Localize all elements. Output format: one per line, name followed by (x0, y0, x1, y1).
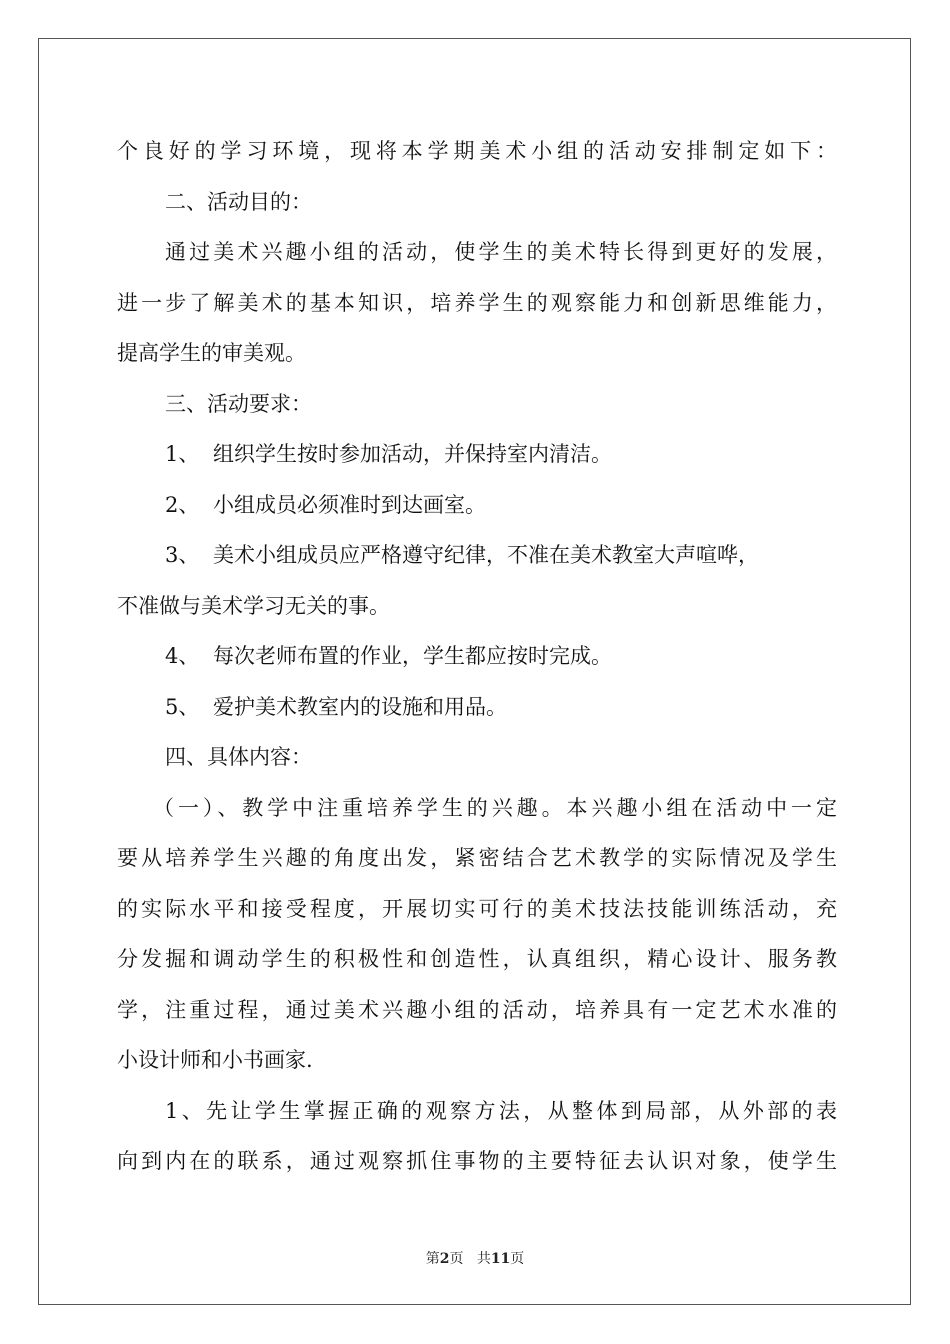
paragraph-line: 不准做与美术学习无关的事。 (117, 593, 390, 618)
list-number: 3、 (165, 543, 200, 567)
list-item-text: 美术小组成员应严格遵守纪律，不准在美术教室大声喧哗， (213, 543, 759, 567)
list-item (117, 530, 837, 581)
paragraph-line: 个良好的学习环境，现将本学期美术小组的活动安排制定如下： (117, 139, 837, 163)
footer-prefix: 第 (425, 1251, 440, 1267)
footer-total-pages: 11 (490, 1251, 511, 1267)
footer-page-number: 2 (439, 1251, 450, 1267)
paragraph-line: 小设计师和小书画家. (117, 1048, 313, 1072)
list-number: 5、 (165, 694, 200, 719)
section-heading-content: 四、具体内容： (165, 745, 312, 769)
paragraph-line: 要从培养学生兴趣的角度出发，紧密结合艺术教学的实际情况及学生 (117, 846, 837, 870)
paragraph-line: 通过美术兴趣小组的活动，使学生的美术特长得到更好的发展， (165, 240, 837, 264)
list-item (117, 682, 837, 733)
paragraph-line: 的实际水平和接受程度，开展切实可行的美术技法技能训练活动，充 (117, 896, 837, 921)
list-item-text: 爱护美术教室内的设施和用品。 (213, 694, 507, 719)
list-item (117, 480, 837, 531)
footer-page-unit: 页 (449, 1251, 464, 1267)
list-item (117, 631, 837, 682)
list-number: 2、 (165, 492, 200, 517)
list-item (117, 429, 837, 480)
list-number: 1、 (165, 442, 200, 466)
page-footer (0, 1248, 950, 1268)
paragraph-line: 进一步了解美术的基本知识，培养学生的观察能力和创新思维能力， (117, 290, 837, 315)
list-item-text: 组织学生按时参加活动，并保持室内清洁。 (213, 442, 612, 466)
paragraph-line: 学，注重过程，通过美术兴趣小组的活动，培养具有一定艺术水准的 (117, 997, 837, 1022)
footer-total-unit: 页 (510, 1251, 525, 1267)
footer-total-prefix: 共 (476, 1251, 491, 1267)
paragraph-line: 提高学生的审美观。 (117, 341, 306, 365)
list-item-text: 小组成员必须准时到达画室。 (213, 492, 486, 517)
list-number: 4、 (165, 644, 200, 668)
section-heading-requirements: 三、活动要求： (165, 391, 312, 416)
document-body (117, 126, 837, 1187)
paragraph-line: 1、先让学生掌握正确的观察方法，从整体到局部，从外部的表 (165, 1098, 837, 1123)
list-item-text: 每次老师布置的作业，学生都应按时完成。 (213, 644, 612, 668)
paragraph-line: 分发掘和调动学生的积极性和创造性，认真组织，精心设计、服务教 (117, 947, 837, 971)
section-heading-purpose: 二、活动目的： (165, 189, 312, 214)
paragraph-line: （一）、教学中注重培养学生的兴趣。本兴趣小组在活动中一定 (153, 795, 837, 820)
paragraph-line: 向到内在的联系，通过观察抓住事物的主要特征去认识对象，使学生 (117, 1149, 837, 1173)
